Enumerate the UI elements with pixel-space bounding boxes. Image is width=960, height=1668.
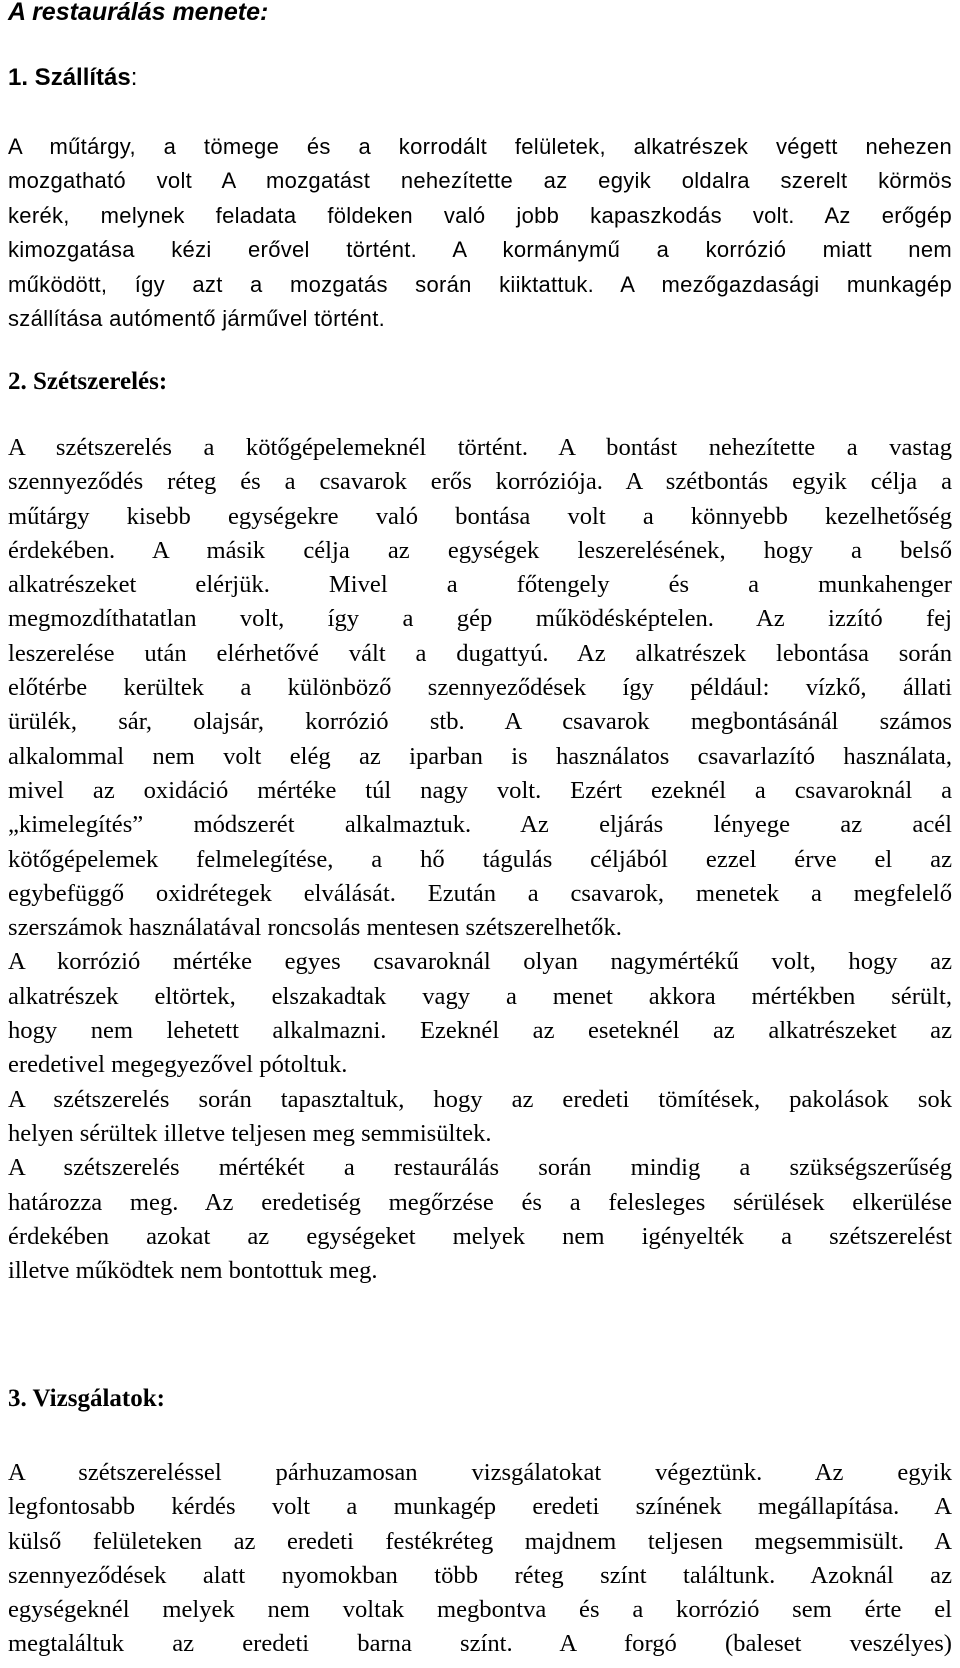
section-2-heading: 2. Szétszerelés: — [8, 368, 168, 395]
section-3-heading: 3. Vizsgálatok: — [8, 1385, 165, 1412]
paragraph-line: alkatrészeket elérjük. Mivel a főtengely és a munkahenger — [8, 571, 952, 599]
paragraph-line: szennyeződés réteg és a csavarok erős korróziója. A szétbontás egyik célja a — [8, 468, 952, 496]
section-2-body — [8, 431, 952, 1288]
paragraph-line: alkalommal nem volt elég az iparban is használatos csavarlazító használata, — [8, 742, 952, 770]
paragraph-line: A műtárgy, a tömege és a korrodált felületek, alkatrészek végett nehezen — [8, 134, 952, 159]
paragraph-line: érdekében. A másik célja az egységek leszerelésének, hogy a belső — [8, 536, 952, 564]
document-title: A restaurálás menete: — [8, 0, 269, 26]
paragraph-line: határozza meg. Az eredetiség megőrzése és a felesleges sérülések elkerülése — [8, 1188, 952, 1216]
paragraph-line: illetve működtek nem bontottuk meg. — [8, 1257, 378, 1285]
paragraph-line: legfontosabb kérdés volt a munkagép eredeti színének megállapítása. A — [8, 1493, 952, 1521]
paragraph-line: szerszámok használatával roncsolás mentesen szétszerelhetők. — [8, 914, 622, 942]
section-1-body — [8, 130, 952, 336]
paragraph-line: A szétszerelés mértékét a restaurálás során mindig a szükségszerűség — [8, 1154, 952, 1182]
paragraph-line: előtérbe kerültek a különböző szennyeződések így például: vízkő, állati — [8, 674, 952, 702]
paragraph-line: kerék, melynek feladata földeken való jobb kapaszkodás volt. Az erőgép — [8, 202, 952, 228]
section-1-heading — [8, 62, 952, 94]
section-1-heading-text: 1. Szállítás — [8, 64, 131, 91]
paragraph-line: megtaláltuk az eredeti barna színt. A forgó (baleset veszélyes) — [8, 1630, 952, 1658]
paragraph-line: hogy nem lehetett alkalmazni. Ezeknél az eseteknél az alkatrészeket az — [8, 1017, 952, 1045]
paragraph-line: kimozgatása kézi erővel történt. A kormánymű a korrózió miatt nem — [8, 237, 952, 263]
paragraph-line: érdekében azokat az egységeket melyek nem igényelték a szétszerelést — [8, 1222, 952, 1250]
paragraph-line: A korrózió mértéke egyes csavaroknál olyan nagymértékű volt, hogy az — [8, 948, 952, 976]
paragraph-line: működött, így azt a mozgatás során kiiktattuk. A mezőgazdasági munkagép — [8, 271, 952, 297]
section-3-body — [8, 1456, 952, 1662]
paragraph-line: alkatrészek eltörtek, elszakadtak vagy a menet akkora mértékben sérült, — [8, 982, 952, 1010]
paragraph-line: műtárgy kisebb egységekre való bontása volt a könnyebb kezelhetőség — [8, 502, 952, 530]
paragraph-line: eredetivel megegyezővel pótoltuk. — [8, 1051, 348, 1079]
paragraph-line: egybefüggő oxidrétegek elválását. Ezután a csavarok, menetek a megfelelő — [8, 879, 952, 907]
paragraph-line: helyen sérültek illetve teljesen meg semmisültek. — [8, 1119, 492, 1147]
paragraph-line: A szétszerelés a kötőgépelemeknél történt. A bontást nehezítette a vastag — [8, 434, 952, 461]
paragraph-line: kötőgépelemek felmelegítése, a hő tágulás céljából ezzel érve el az — [8, 845, 952, 873]
paragraph-line: leszerelése után elérhetővé vált a dugattyú. Az alkatrészek lebontása során — [8, 639, 952, 667]
paragraph-line: A szétszerelés során tapasztaltuk, hogy az eredeti tömítések, pakolások sok — [8, 1085, 952, 1113]
paragraph-line: szállítása autómentő járművel történt. — [8, 306, 386, 332]
paragraph-line: ürülék, sár, olajsár, korrózió stb. A csavarok megbontásánál számos — [8, 708, 952, 736]
paragraph-line: A szétszereléssel párhuzamosan vizsgálatokat végeztünk. Az egyik — [8, 1459, 952, 1486]
paragraph-line: mozgatható volt A mozgatást nehezítette az egyik oldalra szerelt körmös — [8, 168, 952, 194]
paragraph-line: külső felületeken az eredeti festékréteg majdnem teljesen megsemmisült. A — [8, 1527, 952, 1555]
paragraph-line: mivel az oxidáció mértéke túl nagy volt. Ezért ezeknél a csavaroknál a — [8, 776, 952, 804]
paragraph-line: megmozdíthatatlan volt, így a gép működésképtelen. Az izzító fej — [8, 605, 952, 633]
paragraph-line: egységeknél melyek nem voltak megbontva és a korrózió sem érte el — [8, 1596, 952, 1624]
section-1-heading-colon: : — [130, 64, 138, 91]
paragraph-line: szennyeződések alatt nyomokban több réteg színt találtunk. Azoknál az — [8, 1561, 952, 1589]
paragraph-line: „kimelegítés” módszerét alkalmaztuk. Az eljárás lényege az acél — [8, 811, 952, 839]
